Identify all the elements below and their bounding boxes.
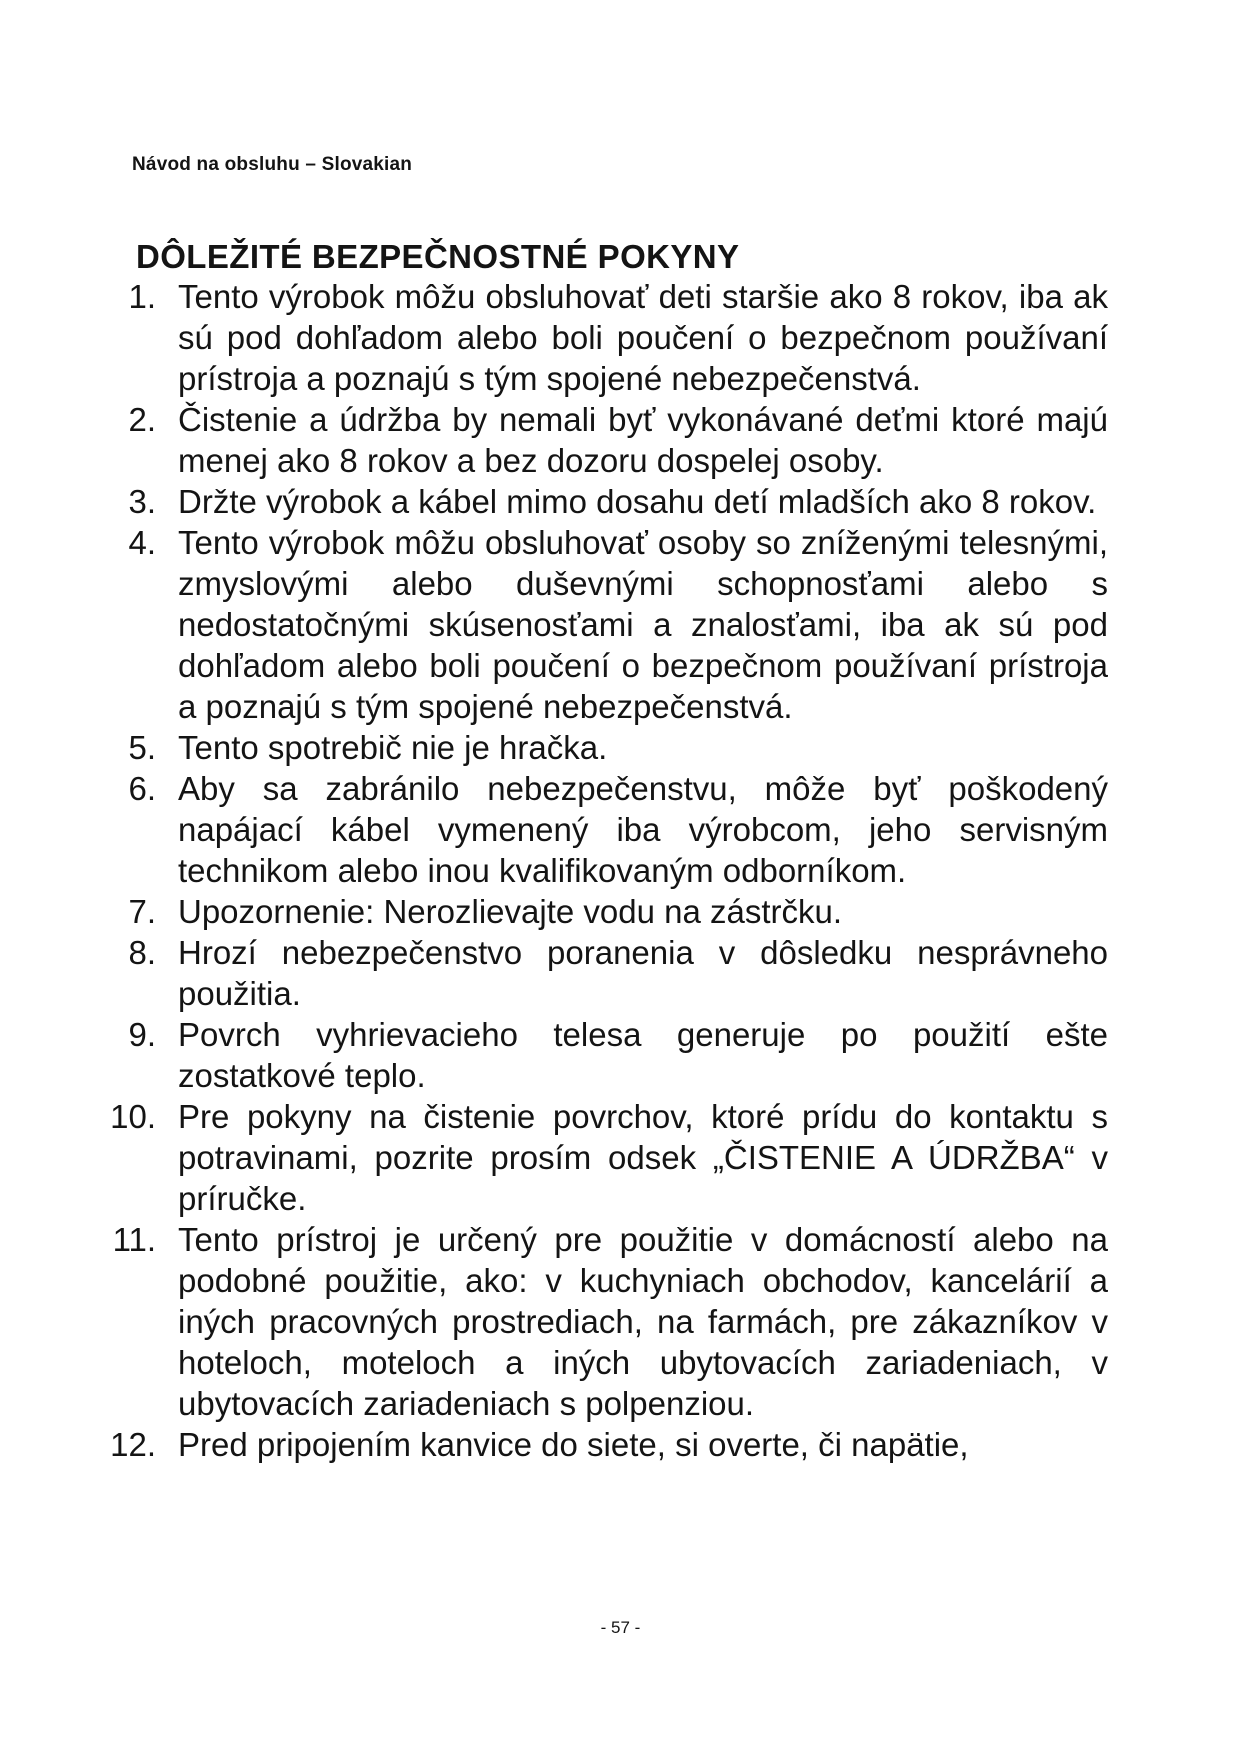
list-item — [108, 1096, 1108, 1219]
item-text: Tento výrobok môžu obsluhovať deti staršie ako 8 rokov, iba ak sú pod dohľadom alebo boli poučení o bezpečnom používaní prístroja a poznajú s tým spojené nebezpečenstvá. — [178, 278, 1108, 397]
item-number: 8. — [128, 934, 156, 971]
item-number: 2. — [128, 401, 156, 438]
list-item — [108, 727, 1108, 768]
item-number: 3. — [128, 483, 156, 520]
list-item — [108, 1014, 1108, 1096]
item-text: Aby sa zabránilo nebezpečenstvu, môže byť poškodený napájací kábel vymenený iba výrobcom, jeho servisným technikom alebo inou kvalifikovaným odborníkom. — [178, 770, 1108, 889]
item-number: 11. — [112, 1221, 156, 1258]
list-item — [108, 768, 1108, 891]
item-text: Tento prístroj je určený pre použitie v domácností alebo na podobné použitie, ako: v kuchyniach obchodov, kancelárií a iných pracovných prostrediach, na farmách, pre zákazníkov v hoteloch, moteloch a iných ubytovacích zariadeniach, v ubytovacích zariadeniach s polpenziou. — [178, 1221, 1108, 1422]
page-header: Návod na obsluhu – Slovakian — [132, 154, 413, 175]
item-text: Čistenie a údržba by nemali byť vykonávané deťmi ktoré majú menej ako 8 rokov a bez dozoru dospelej osoby. — [178, 401, 1108, 479]
item-text: Pred pripojením kanvice do siete, si overte, či napätie, — [178, 1426, 969, 1463]
item-text: Tento výrobok môžu obsluhovať osoby so zníženými telesnými, zmyslovými alebo duševnými schopnosťami alebo s nedostatočnými skúsenosťami a znalosťami, iba ak sú pod dohľadom alebo boli poučení o bezpečnom používaní prístroja a poznajú s tým spojené nebezpečenstvá. — [178, 524, 1108, 725]
item-text: Držte výrobok a kábel mimo dosahu detí mladších ako 8 rokov. — [178, 483, 1097, 520]
item-number: 7. — [128, 893, 156, 930]
page-number: - 57 - — [600, 1618, 641, 1637]
item-number: 1. — [128, 278, 156, 315]
item-number: 4. — [128, 524, 156, 561]
item-number: 9. — [128, 1016, 156, 1053]
item-text: Povrch vyhrievacieho telesa generuje po použití ešte zostatkové teplo. — [178, 1016, 1108, 1094]
item-text: Hrozí nebezpečenstvo poranenia v dôsledku nesprávneho použitia. — [178, 934, 1108, 1012]
list-item — [108, 522, 1108, 727]
section-title: DÔLEŽITÉ BEZPEČNOSTNÉ POKYNY — [136, 238, 740, 275]
list-item — [108, 1219, 1108, 1424]
item-text: Pre pokyny na čistenie povrchov, ktoré prídu do kontaktu s potravinami, pozrite prosím odsek „ČISTENIE A ÚDRŽBA“ v príručke. — [178, 1098, 1108, 1217]
item-number: 12. — [110, 1426, 156, 1463]
list-item — [108, 276, 1108, 399]
list-item — [108, 1424, 1108, 1465]
list-item — [108, 932, 1108, 1014]
item-text: Tento spotrebič nie je hračka. — [178, 729, 608, 766]
safety-instructions-list — [108, 276, 1108, 1465]
item-number: 10. — [110, 1098, 156, 1135]
list-item — [108, 891, 1108, 932]
list-item — [108, 481, 1108, 522]
item-number: 6. — [128, 770, 156, 807]
list-item — [108, 399, 1108, 481]
item-text: Upozornenie: Nerozlievajte vodu na zástrčku. — [178, 893, 843, 930]
item-number: 5. — [128, 729, 156, 766]
